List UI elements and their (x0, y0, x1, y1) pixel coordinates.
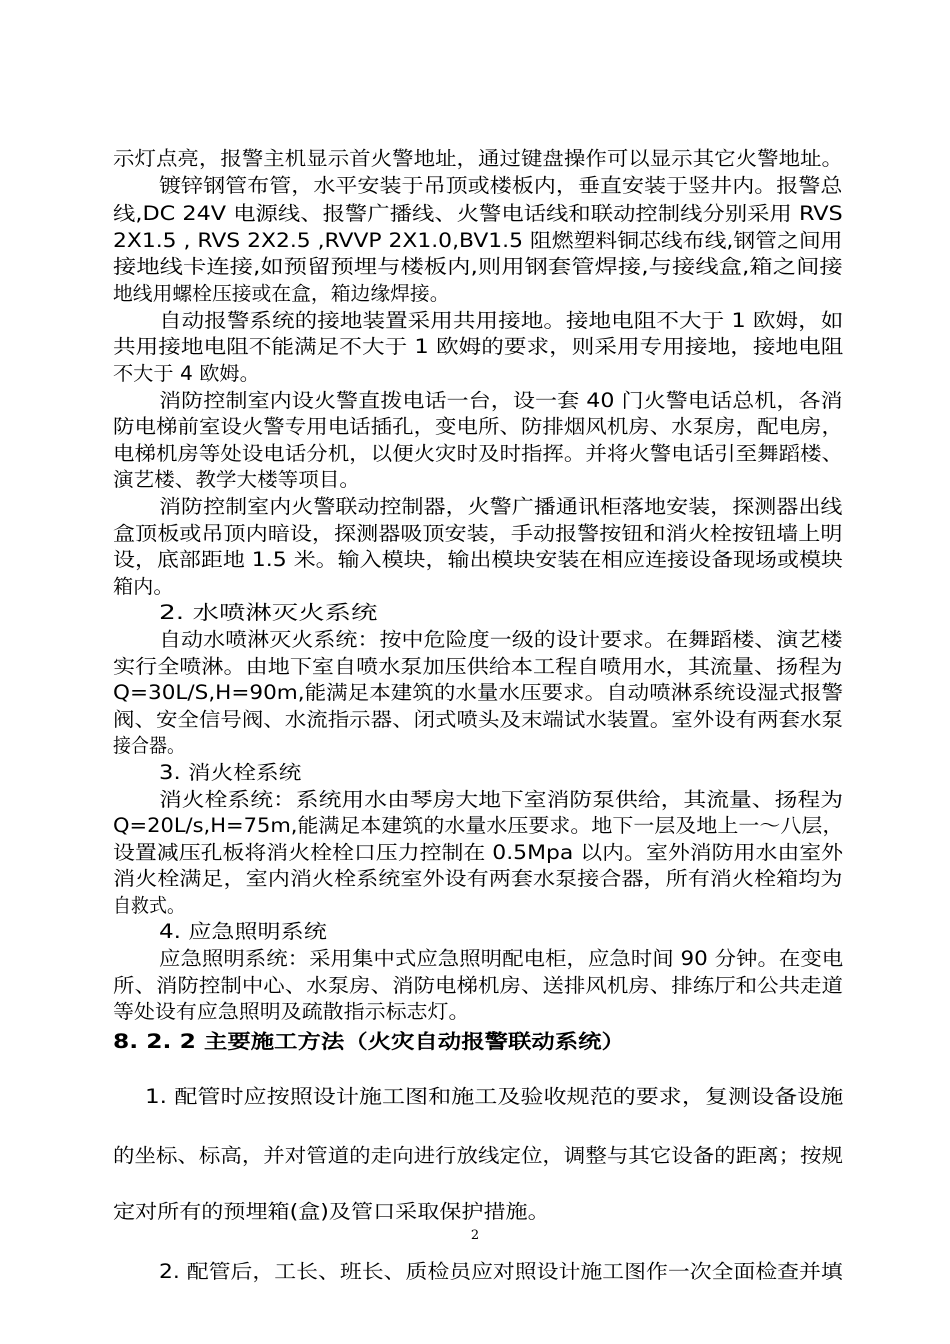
text-line-content: 消火栓满足，室内消火栓系统室外设有两套水泵接合器，所有消火栓箱均为 (113, 867, 843, 890)
text-line (0, 1000, 950, 1024)
text-line (0, 442, 950, 466)
text-line-content: 箱内。 (113, 575, 174, 598)
text-line (0, 229, 950, 253)
text-line (0, 974, 950, 998)
text-line-content: 3. 消火栓系统 (159, 761, 302, 784)
text-line-content: 自动报警系统的接地装置采用共用接地。接地电阻不大于 1 欧姆，如 (159, 309, 844, 332)
text-line (0, 681, 950, 705)
text-line-content: 消防控制室内设火警直拨电话一台，设一套 40 门火警电话总机，各消 (159, 389, 843, 412)
text-line (0, 655, 950, 679)
text-line (0, 628, 950, 652)
text-line (0, 788, 950, 812)
text-line-content: 自救式。 (113, 894, 186, 917)
text-line (0, 761, 950, 785)
text-line-content: 消火栓系统：系统用水由琴房大地下室消防泵供给，其流量、扬程为 (159, 788, 844, 811)
text-line-content: 盒顶板或吊顶内暗设，探测器吸顶安装，手动报警按钮和消火栓按钮墙上明 (113, 522, 843, 545)
text-line (0, 894, 950, 918)
text-line-content: 1. 配管时应按照设计施工图和施工及验收规范的要求，复测设备设施 (145, 1085, 844, 1108)
text-line-content: 设置减压孔板将消火栓栓口压力控制在 0.5Mpa 以内。室外消防用水由室外 (113, 841, 844, 864)
text-line (0, 362, 950, 386)
text-line-content: 消防控制室内火警联动控制器，火警广播通讯柜落地安装，探测器出线 (159, 495, 843, 518)
text-line (0, 920, 950, 944)
text-line (0, 202, 950, 226)
page-number: 2 (470, 1228, 480, 1243)
text-line-content: 接地线卡连接,如预留预埋与楼板内,则用钢套管焊接,与接线盒,箱之间接 (113, 255, 843, 278)
text-line-content: 共用接地电阻不能满足不大于 1 欧姆的要求，则采用专用接地，接地电阻 (113, 335, 844, 358)
text-line (0, 1260, 950, 1284)
text-line (0, 389, 950, 413)
text-line (0, 708, 950, 732)
text-line-content: 不大于 4 欧姆。 (113, 362, 260, 385)
text-line (0, 867, 950, 891)
text-line (0, 282, 950, 306)
text-line (0, 522, 950, 546)
text-line-content: 的坐标、标高，并对管道的走向进行放线定位，调整与其它设备的距离；按规 (113, 1144, 844, 1167)
text-line-content: 4. 应急照明系统 (159, 920, 327, 943)
text-line-content: 接合器。 (113, 734, 186, 757)
text-line (0, 575, 950, 599)
text-line-content: 2. 水喷淋灭火系统 (159, 601, 378, 624)
text-line (0, 255, 950, 279)
text-line (0, 335, 950, 359)
text-line-content: 镀锌钢管布管，水平安装于吊顶或楼板内，垂直安装于竖井内。报警总 (159, 174, 843, 197)
text-line (0, 174, 950, 198)
text-line-content: 2X1.5 , RVS 2X2.5 ,RVVP 2X1.0,BV1.5 阻燃塑料铜芯线布线,钢管之间用 (113, 229, 843, 252)
text-line (0, 841, 950, 865)
section-heading (0, 1030, 950, 1054)
text-line-content: 地线用螺栓压接或在盒，箱边缘焊接。 (113, 282, 450, 305)
text-line-content: 防电梯前室设火警专用电话插孔，变电所、防排烟风机房、水泵房，配电房， (113, 415, 844, 438)
text-line (0, 814, 950, 838)
text-line-content: 等处设有应急照明及疏散指示标志灯。 (113, 1000, 470, 1023)
text-line-content: 设，底部距地 1.5 米。输入模块，输出模块安装在相应连接设备现场或模块 (113, 548, 843, 571)
text-line-content: 实行全喷淋。由地下室自喷水泵加压供给本工程自喷用水，其流量、扬程为 (113, 655, 843, 678)
text-line (0, 947, 950, 971)
text-line-content: 应急照明系统：采用集中式应急照明配电柜，应急时间 90 分钟。在变电 (159, 947, 844, 970)
text-line (0, 1200, 950, 1224)
text-line-content: 自动水喷淋灭火系统：按中危险度一级的设计要求。在舞蹈楼、演艺楼 (159, 628, 843, 651)
text-line-content: 定对所有的预埋箱(盒)及管口采取保护措施。 (113, 1200, 550, 1223)
text-line (0, 548, 950, 572)
text-line-content: Q=20L/s,H=75m,能满足本建筑的水量水压要求。地下一层及地上一～八层， (113, 814, 844, 837)
text-line-content: 示灯点亮，报警主机显示首火警地址，通过键盘操作可以显示其它火警地址。 (113, 147, 844, 170)
text-line-content: 所、消防控制中心、水泵房、消防电梯机房、送排风机房、排练厅和公共走道 (113, 974, 844, 997)
text-line (0, 734, 950, 758)
text-line (0, 468, 950, 492)
text-line (0, 415, 950, 439)
text-line (0, 1144, 950, 1168)
text-line-content: 8. 2. 2 主要施工方法（火灾自动报警联动系统） (113, 1030, 625, 1053)
text-line (0, 601, 950, 625)
text-line (0, 309, 950, 333)
text-line-content: 阀、安全信号阀、水流指示器、闭式喷头及末端试水装置。室外设有两套水泵 (113, 708, 844, 731)
text-line (0, 147, 950, 171)
text-line (0, 495, 950, 519)
text-line (0, 1085, 950, 1109)
text-line-content: 2. 配管后，工长、班长、质检员应对照设计施工图作一次全面检查并填 (159, 1260, 843, 1283)
text-line-content: 演艺楼、教学大楼等项目。 (113, 468, 361, 491)
text-line-content: 电梯机房等处设电话分机，以便火灾时及时指挥。并将火警电话引至舞蹈楼、 (113, 442, 844, 465)
text-line-content: Q=30L/S,H=90m,能满足本建筑的水量水压要求。自动喷淋系统设湿式报警 (113, 681, 844, 704)
text-line-content: 线,DC 24V 电源线、报警广播线、火警电话线和联动控制线分别采用 RVS (113, 202, 843, 225)
